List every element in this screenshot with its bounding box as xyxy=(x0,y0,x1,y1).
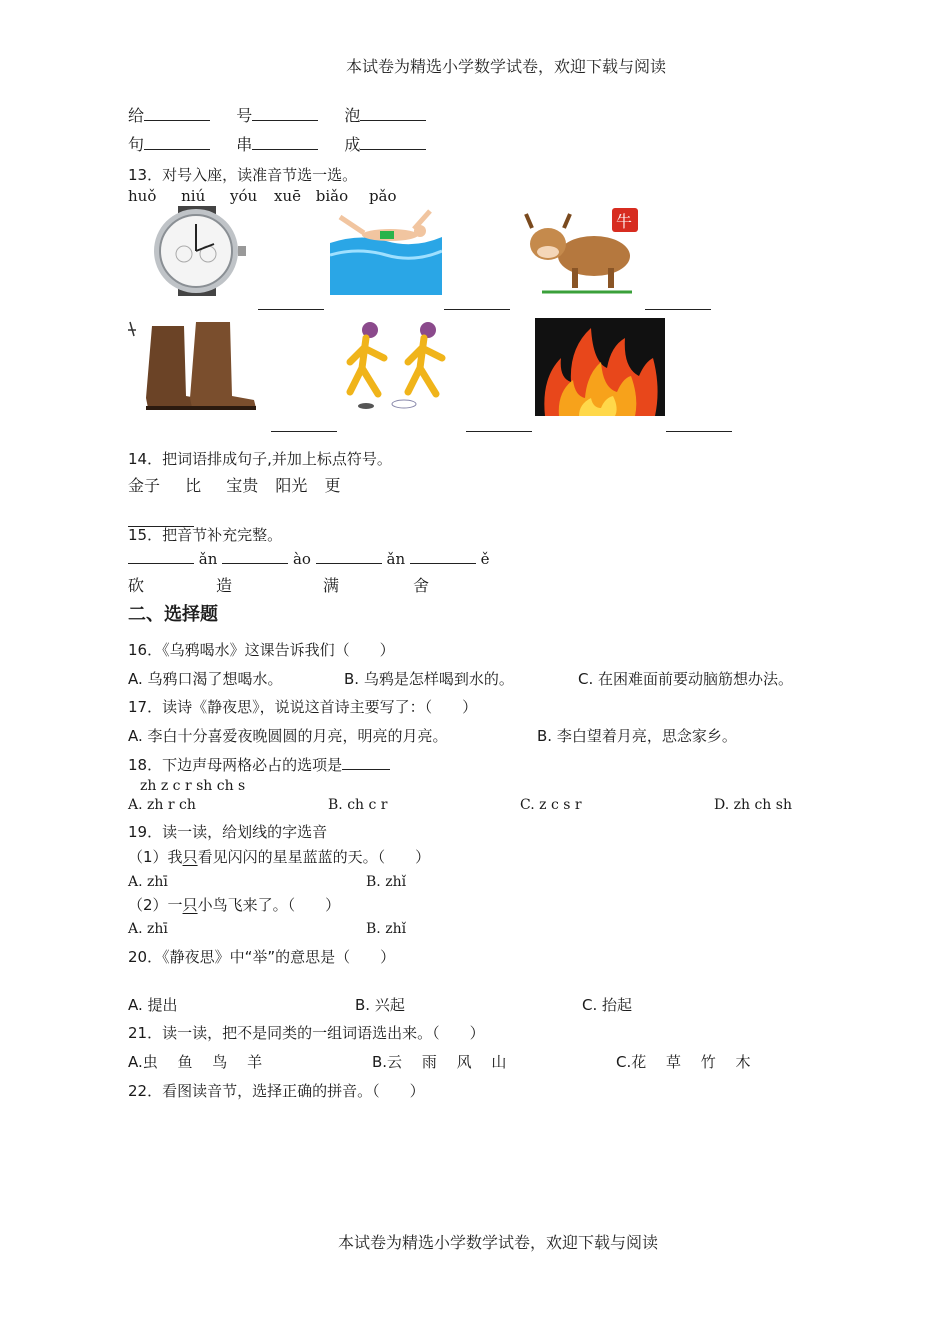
q20-option-c[interactable]: C. 抬起 xyxy=(582,996,633,1014)
q18-option-a[interactable]: A. zh r ch xyxy=(128,797,196,813)
q18-letters: zh z c r sh ch s xyxy=(140,778,246,794)
q21-title: 21．读一读，把不是同类的一组词语选出来。（ ） xyxy=(128,1024,485,1042)
q13-title: 13．对号入座，读准音节选一选。 xyxy=(128,166,358,184)
q12-char: 串 xyxy=(236,135,253,154)
pinyin: biǎo xyxy=(315,187,349,205)
word: 宝贵 xyxy=(226,476,259,495)
pinyin: xuē xyxy=(274,187,301,205)
q15-char-1: 砍 xyxy=(128,576,145,595)
final: ě xyxy=(480,550,490,568)
pinyin: huǒ xyxy=(128,187,157,205)
q15-syllables xyxy=(128,550,490,568)
cow-icon xyxy=(522,206,644,296)
swimmer-icon xyxy=(330,203,442,295)
q16-title: 16．《乌鸦喝水》这课告诉我们（ ） xyxy=(128,641,395,659)
word: 阳光 xyxy=(275,476,308,495)
q19-s2-option-b[interactable]: B. zhǐ xyxy=(366,921,407,937)
q17-title: 17．读诗《静夜思》，说说这首诗主要写了：（ ） xyxy=(128,698,478,716)
q19-s1-underlined: 只 xyxy=(182,848,198,866)
q15-char-2: 造 xyxy=(216,576,233,595)
q15-char-3: 满 xyxy=(323,576,340,595)
q19-s2-option-a[interactable]: A. zhī xyxy=(128,921,168,937)
q19-s1-post: 看见闪闪的星星蓝蓝的天。（ ） xyxy=(197,848,431,866)
q16-option-c[interactable]: C. 在困难面前要动脑筋想办法。 xyxy=(578,670,794,688)
word: 更 xyxy=(324,476,341,495)
word: 比 xyxy=(185,476,202,495)
q19-sentence-1 xyxy=(128,846,430,867)
q19-s2-underlined: 只 xyxy=(182,896,198,914)
pinyin: niú xyxy=(181,187,206,205)
q19-s1-option-b[interactable]: B. zhǐ xyxy=(366,874,407,890)
pinyin: pǎo xyxy=(368,187,397,205)
q22-title: 22．看图读音节，选择正确的拼音。（ ） xyxy=(128,1082,425,1100)
q12-char: 泡 xyxy=(344,106,361,125)
q19-title: 19．读一读，给划线的字选音 xyxy=(128,823,328,841)
q12-row1 xyxy=(128,103,426,126)
q21-option-c[interactable]: C.花 草 竹 木 xyxy=(616,1053,751,1071)
pinyin: yóu xyxy=(230,187,258,205)
page-footer: 本试卷为精选小学数学试卷，欢迎下载与阅读 xyxy=(338,1233,659,1252)
q20-option-b[interactable]: B. 兴起 xyxy=(355,996,405,1014)
q12-char: 给 xyxy=(128,106,145,125)
q21-option-a[interactable]: A.虫 鱼 鸟 羊 xyxy=(128,1053,263,1071)
page-header: 本试卷为精选小学数学试卷，欢迎下载与阅读 xyxy=(346,57,667,76)
q15-title: 15．把音节补充完整。 xyxy=(128,526,283,544)
q20-title: 20．《静夜思》中“举”的意思是（ ） xyxy=(128,948,396,966)
final: ào xyxy=(292,550,311,568)
q15-char-4: 舍 xyxy=(413,576,430,595)
q14-words xyxy=(128,473,340,496)
q19-s2-post: 小鸟飞来了。（ ） xyxy=(197,896,341,914)
q19-sentence-2 xyxy=(128,894,340,915)
q18-option-b[interactable]: B. ch c r xyxy=(328,797,388,813)
final: ǎn xyxy=(386,550,406,568)
q19-s2-pre: （2）一 xyxy=(128,896,183,914)
runners-icon xyxy=(344,318,464,414)
q12-char: 号 xyxy=(236,106,253,125)
q18-title xyxy=(128,754,390,775)
fire-icon xyxy=(535,318,665,416)
q21-option-b[interactable]: B.云 雨 风 山 xyxy=(372,1053,507,1071)
q18-option-c[interactable]: C. z c s r xyxy=(520,797,582,813)
word: 金子 xyxy=(128,476,161,495)
q17-option-a[interactable]: A. 李白十分喜爱夜晚圆圆的月亮，明亮的月亮。 xyxy=(128,727,448,745)
q16-option-a[interactable]: A. 乌鸦口渴了想喝水。 xyxy=(128,670,283,688)
q19-s1-pre: （1）我 xyxy=(128,848,183,866)
boots-icon xyxy=(126,318,260,414)
q17-option-b[interactable]: B. 李白望着月亮，思念家乡。 xyxy=(537,727,737,745)
q18-title-text: 18．下边声母两格必占的选项是 xyxy=(128,756,343,774)
final: ǎn xyxy=(198,550,218,568)
watch-icon xyxy=(146,206,248,296)
q12-char: 成 xyxy=(344,135,361,154)
q16-option-b[interactable]: B. 乌鸦是怎样喝到水的。 xyxy=(344,670,514,688)
q19-s1-option-a[interactable]: A. zhī xyxy=(128,874,168,890)
q12-char: 句 xyxy=(128,135,145,154)
q14-title: 14．把词语排成句子,并加上标点符号。 xyxy=(128,450,392,468)
section-heading: 二、选择题 xyxy=(128,604,218,625)
cow-tag: 牛 xyxy=(616,212,633,231)
q18-option-d[interactable]: D. zh ch sh xyxy=(714,797,792,813)
q20-option-a[interactable]: A. 提出 xyxy=(128,996,178,1014)
q12-row2 xyxy=(128,132,426,155)
